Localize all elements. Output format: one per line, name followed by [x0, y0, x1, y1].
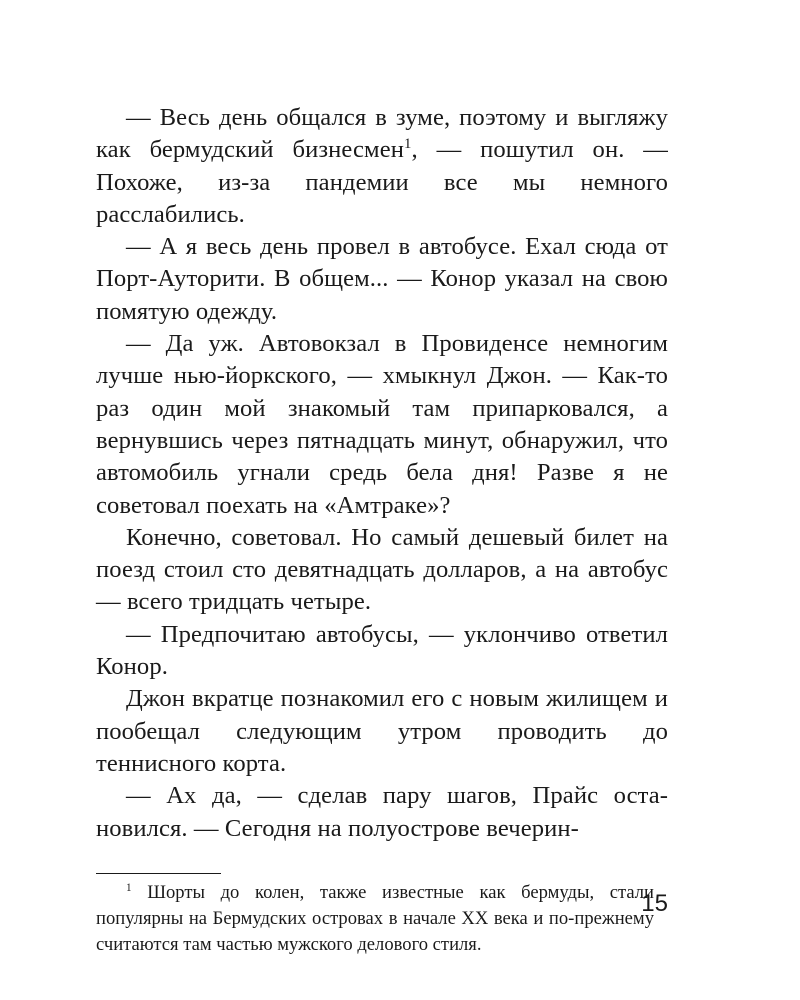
book-page: [96, 102, 668, 958]
body-text: [96, 102, 668, 845]
footnote: [96, 880, 654, 959]
paragraph-6: Джон вкратце познакомил его с новым жилищем и пообещал следующим утром проводить до теннисного корта.: [96, 685, 668, 777]
paragraph-5: — Предпочитаю автобусы, — уклончиво ответил Конор.: [96, 620, 668, 681]
paragraph-4: Конечно, советовал. Но самый дешевый билет на поезд стоил сто девятнадцать долларов, а на автобус — всего тридцать четыре.: [96, 523, 668, 616]
paragraph-7: — Ах да, — сделав пару шагов, Прайс остановился. — Сегодня на полуострове вечерин-: [96, 782, 668, 842]
footnote-reference: 1: [404, 136, 412, 153]
paragraph-3: — Да уж. Автовокзал в Провиденсе немногим лучше нью-йоркского, — хмыкнул Джон. — Как-то раз один мой знакомый там припарковался, а вернувшись через пятнадцать минут, обнаружил, что автомобиль угнали средь бела дня! Разве я не советовал поехать на «Амтраке»?: [96, 330, 668, 519]
footnote-text: Шорты до колен, также известные как бермуды, стали популярны на Бермудских островах в начале XX века и по-прежнему считаются там частью мужского делового стиля.: [96, 881, 655, 956]
paragraph-1-end: , — пошутил он. — Похоже, из-за пандемии все мы немного расслабились.: [96, 136, 668, 228]
footnote-marker: 1: [126, 881, 132, 894]
paragraph-2: — А я весь день провел в автобусе. Ехал сюда от Порт-Ауторити. В общем... — Конор указал на свою помятую одежду.: [96, 233, 668, 325]
footnote-divider: [96, 873, 221, 874]
paragraph-1: [96, 102, 668, 231]
paragraph-1-start: — Весь день общался в зуме, поэтому и выгляжу как бермудский бизнесмен: [96, 104, 668, 164]
page-number: 15: [641, 890, 668, 917]
